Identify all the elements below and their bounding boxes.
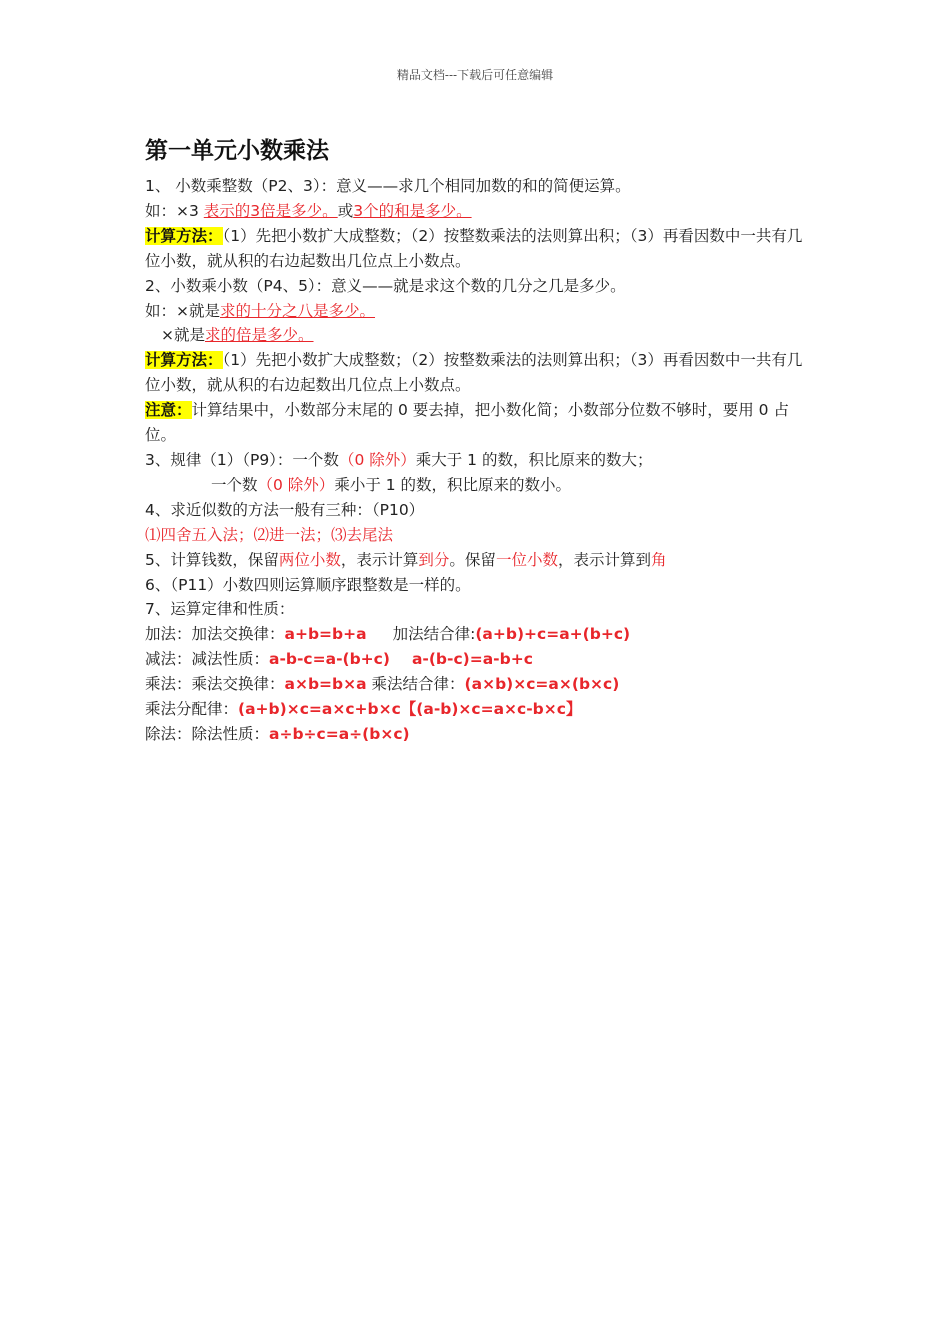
section-4-methods: ⑴四舍五入法；⑵进一法；⑶去尾法 xyxy=(145,525,394,544)
section-7-heading: 7、运算定律和性质： xyxy=(145,600,295,619)
section-2-note xyxy=(145,398,810,448)
law-formula: (a+b)+c=a+(b+c) xyxy=(475,625,631,644)
method-label: 计算方法： xyxy=(145,226,223,245)
law-formula: a+b=b+a xyxy=(284,625,367,644)
law-formula: (a×b)×c=a×(b×c) xyxy=(464,675,620,694)
law-formula: a÷b÷c=a÷(b×c) xyxy=(269,724,410,743)
example-highlight: 表示的 xyxy=(203,201,251,220)
rule-text: 一个数 xyxy=(211,475,258,494)
law-formula: a-(b-c)=a-b+c xyxy=(411,650,533,669)
distributive-law xyxy=(145,697,810,722)
law-label: 乘法：乘法交换律： xyxy=(145,675,285,694)
example-highlight: 求的倍是多少。 xyxy=(205,326,314,345)
page-title: 第一单元小数乘法 xyxy=(145,138,329,164)
text: ，表示计算 xyxy=(340,550,419,569)
law-label: 加法：加法交换律： xyxy=(145,625,285,644)
example-highlight: 3 xyxy=(250,201,261,220)
highlight: 一位小数 xyxy=(495,550,558,569)
addition-laws xyxy=(145,622,810,647)
highlight: 两位小数 xyxy=(278,550,341,569)
law-label: 除法：除法性质： xyxy=(145,724,270,743)
example-prefix: ×就是 xyxy=(161,326,205,345)
method-text: （1）先把小数扩大成整数；（2）按整数乘法的法则算出积；（3）再看因数中一共有几位小数，就从积的右边起数出几位点上小数点。 xyxy=(145,351,803,395)
section-1-method xyxy=(145,224,810,274)
section-1-example xyxy=(145,199,810,224)
subtraction-laws xyxy=(145,647,810,672)
example-highlight: 倍是多少。 xyxy=(260,201,338,220)
law-label: 加法结合律: xyxy=(392,625,476,644)
section-6: 6、（P11）小数四则运算顺序跟整数是一样的。 xyxy=(145,575,471,594)
section-2-definition: 2、小数乘小数（P4、5）：意义——就是求这个数的几分之几是多少。 xyxy=(145,276,626,295)
method-text: （1）先把小数扩大成整数；（2）按整数乘法的法则算出积；（3）再看因数中一共有几位小数，就从积的右边起数出几位点上小数点。 xyxy=(145,226,803,270)
rule-text: 3、规律（1）（P9）：一个数 xyxy=(145,450,339,469)
section-5 xyxy=(145,548,810,573)
example-prefix: 如：×就是 xyxy=(145,301,220,320)
law-formula: a×b=b×a xyxy=(284,675,367,694)
section-3-rule-2 xyxy=(145,473,810,498)
law-formula: (a+b)×c=a×c+b×c【(a-b)×c=a×c-b×c】 xyxy=(238,700,582,719)
example-conjunction: 或 xyxy=(337,201,354,220)
text: ，表示计算到 xyxy=(557,550,651,569)
section-4-heading: 4、求近似数的方法一般有三种：（P10） xyxy=(145,500,425,519)
note-text: 计算结果中，小数部分末尾的 0 要去掉，把小数化简；小数部分位数不够时，要用 0 占位。 xyxy=(145,401,789,445)
section-2-method xyxy=(145,348,810,398)
highlight: 到分 xyxy=(418,550,450,569)
section-2-example-1 xyxy=(145,299,810,324)
rule-text: 乘大于 1 的数，积比原来的数大； xyxy=(415,450,653,469)
section-1-definition: 1、 小数乘整数（P2、3）：意义——求几个相同加数的和的简便运算。 xyxy=(145,177,631,195)
document-body xyxy=(145,132,810,747)
example-highlight: 个的和是多少。 xyxy=(363,201,472,220)
law-formula: a-b-c=a-(b+c) xyxy=(269,650,390,669)
rule-exception: （0 除外） xyxy=(338,450,416,469)
division-laws xyxy=(145,722,810,747)
example-highlight: 求的十分之八是多少。 xyxy=(220,301,376,320)
multiplication-laws xyxy=(145,672,810,697)
section-2-example-2 xyxy=(145,323,810,348)
text: 5、计算钱数，保留 xyxy=(145,550,279,569)
example-highlight: 3 xyxy=(353,201,364,220)
page-header: 精品文档---下载后可任意编辑 xyxy=(396,68,554,82)
highlight: 角 xyxy=(650,550,667,569)
example-prefix: 如：×3 xyxy=(145,201,204,220)
law-label: 乘法结合律： xyxy=(371,675,465,694)
method-label: 计算方法： xyxy=(145,351,223,370)
section-3-rule-1 xyxy=(145,448,810,473)
text: 。保留 xyxy=(449,550,496,569)
note-label: 注意： xyxy=(145,401,192,420)
law-label: 减法：减法性质： xyxy=(145,650,270,669)
law-label: 乘法分配律： xyxy=(145,700,239,719)
rule-exception: （0 除外） xyxy=(257,475,335,494)
rule-text: 乘小于 1 的数，积比原来的数小。 xyxy=(334,475,572,494)
